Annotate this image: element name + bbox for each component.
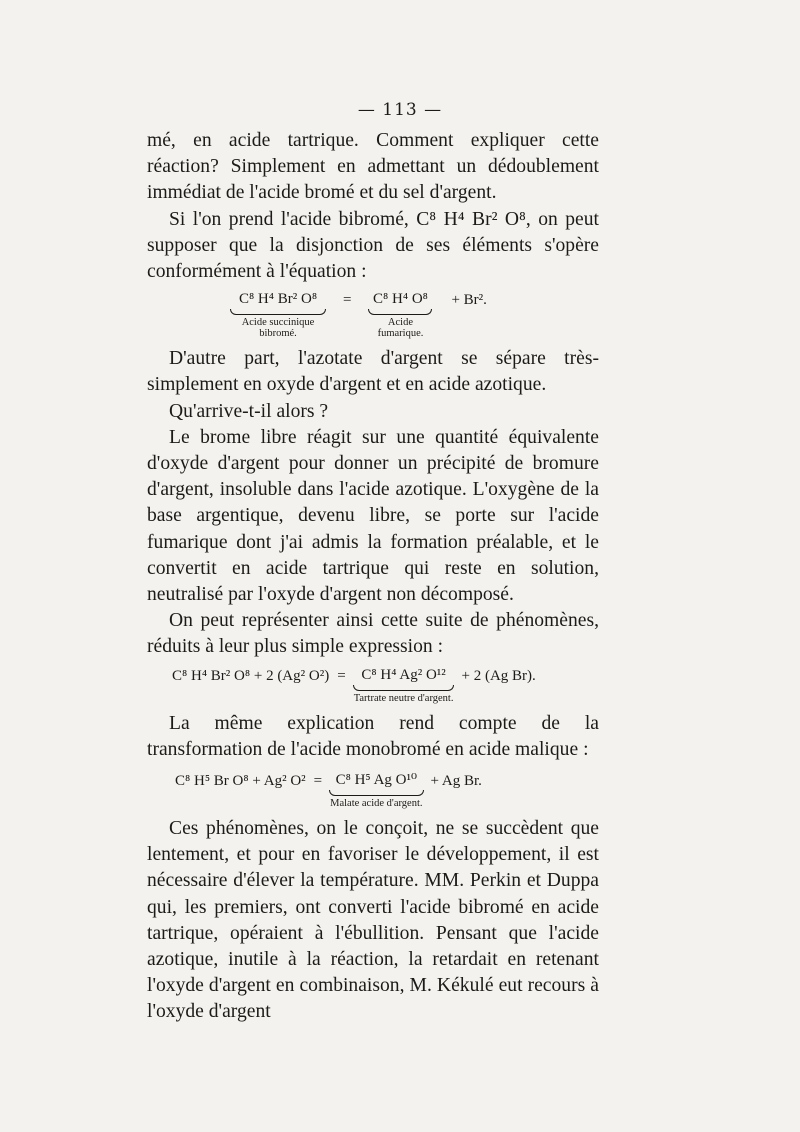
eq1-right-group bbox=[369, 290, 431, 339]
eq1-left-caption: Acide succinique bibromé. bbox=[241, 317, 315, 340]
paragraph-2: Si l'on prend l'acide bibromé, C⁸ H⁴ Br² O⁸, on peut supposer que la disjonction de ses éléments s'opère conformément à l'équation : bbox=[147, 208, 599, 283]
paragraph-6: On peut représenter ainsi cette suite de phénomènes, réduits à leur plus simple expression : bbox=[147, 610, 599, 658]
paragraph-5: Le brome libre réagit sur une quantité équivalente d'oxyde d'argent pour donner un précipité de bromure d'argent, insoluble dans l'acide azotique. L'oxygène de la base argentique, devenu libre, se porte sur l'acide fumarique dont j'ai admis la formation préalable, et le convertit en acide tartrique qui reste en solution, neutralisé par l'oxyde d'argent non décomposé. bbox=[147, 426, 599, 606]
eq3-tail: + Ag Br. bbox=[430, 773, 482, 790]
equation-1 bbox=[147, 290, 599, 339]
paragraph-4: Qu'arrive-t-il alors ? bbox=[169, 400, 329, 422]
eq3-left: C⁸ H⁵ Br O⁸ + Ag² O² bbox=[175, 773, 306, 790]
eq3-product: C⁸ H⁵ Ag O¹⁰ bbox=[335, 772, 418, 789]
eq1-left-brace bbox=[230, 309, 326, 315]
eq1-left-formula: C⁸ H⁴ Br² O⁸ bbox=[238, 291, 318, 308]
paragraph-3: D'autre part, l'azotate d'argent se sépare très-simplement en oxyde d'argent et en acide azotique. bbox=[147, 348, 599, 396]
eq2-product-caption: Tartrate neutre d'argent. bbox=[353, 692, 454, 704]
eq2-equals: = bbox=[337, 667, 346, 684]
eq1-right-caption: Acide fumarique. bbox=[377, 317, 424, 340]
body-text bbox=[147, 128, 599, 1026]
eq1-left-group bbox=[231, 290, 325, 339]
eq3-product-group bbox=[330, 771, 422, 809]
page-number: — 113 — bbox=[357, 100, 443, 120]
eq3-equals: = bbox=[313, 773, 323, 790]
equation-3 bbox=[147, 771, 599, 809]
eq3-product-caption: Malate acide d'argent. bbox=[330, 798, 423, 810]
eq2-product-group bbox=[354, 666, 454, 704]
eq3-product-brace bbox=[329, 790, 423, 796]
eq1-right-formula: C⁸ H⁴ O⁸ bbox=[373, 291, 428, 308]
eq1-right-brace bbox=[368, 309, 432, 315]
eq1-equals: = bbox=[343, 292, 352, 309]
eq2-product: C⁸ H⁴ Ag² O¹² bbox=[361, 666, 446, 683]
eq2-left: C⁸ H⁴ Br² O⁸ + 2 (Ag² O²) bbox=[172, 667, 330, 684]
paragraph-1: mé, en acide tartrique. Comment expliquer cette réaction? Simplement en admettant un dédoublement immédiat de l'acide bromé et du sel d'argent. bbox=[147, 130, 599, 204]
paragraph-7: La même explication rend compte de la transformation de l'acide monobromé en acide malique : bbox=[147, 712, 599, 760]
equation-2 bbox=[147, 666, 599, 704]
eq2-product-brace bbox=[353, 685, 455, 691]
eq2-tail: + 2 (Ag Br). bbox=[461, 667, 536, 684]
paragraph-8: Ces phénomènes, on le conçoit, ne se succèdent que lentement, et pour en favoriser le développement, il est nécessaire d'élever la température. MM. Perkin et Duppa qui, les premiers, ont converti l'acide bibromé en acide tartrique, opéraient à l'ébullition. Pensant que l'acide azotique, inutile à la réaction, la retardait en retenant l'oxyde d'argent en combinaison, M. Kékulé eut recours à l'oxyde d'argent bbox=[147, 818, 599, 1023]
eq1-tail: + Br². bbox=[451, 292, 487, 309]
